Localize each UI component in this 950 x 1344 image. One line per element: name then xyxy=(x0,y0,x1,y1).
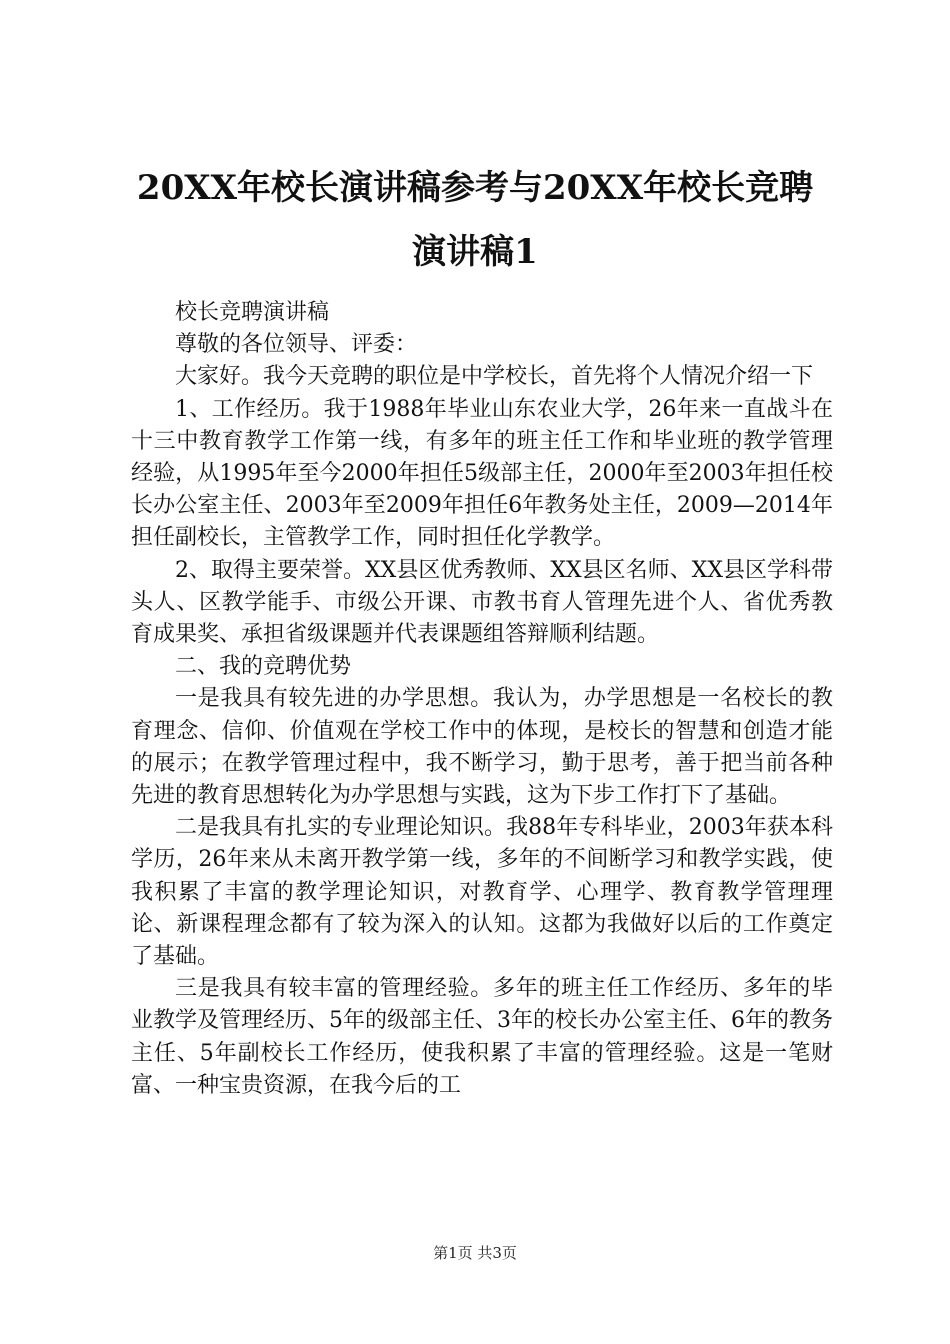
paragraph: 二、我的竞聘优势 xyxy=(175,654,352,680)
paragraph: 2、取得主要荣誉。XX县区优秀教师、XX县区名师、XX县区学科带头人、区教学能手、市级公开课、市教书育人管理先进个人、省优秀教育成果奖、承担省级课题并代表课题组答辩顺利结题。 xyxy=(131,557,833,648)
paragraph: 一是我具有较先进的办学思想。我认为，办学思想是一名校长的教育理念、信仰、价值观在学校工作中的体现，是校长的智慧和创造才能的展示；在教学管理过程中，我不断学习，勤于思考，善于把当前各种先进的教育思想转化为办学思想与实践，这为下步工作打下了基础。 xyxy=(131,686,833,809)
paragraph: 校长竞聘演讲稿 xyxy=(175,300,330,325)
paragraph: 三是我具有较丰富的管理经验。多年的班主任工作经历、多年的毕业教学及管理经历、5年的级部主任、3年的校长办公室主任、6年的教务主任、5年副校长工作经历，使我积累了丰富的管理经验。这是一笔财富、一种宝贵资源，在我今后的工 xyxy=(131,976,833,1098)
paragraph: 尊敬的各位领导、评委： xyxy=(175,332,418,358)
paragraph: 1、工作经历。我于1988年毕业山东农业大学，26年来一直战斗在十三中教育教学工作第一线，有多年的班主任工作和毕业班的教学管理经验，从1995年至今2000年担任5级部主任，2000年至2003年担任校长办公室主任、2003年至2009年担任6年教务处主任，2009—2014年担任副校长，主管教学工作，同时担任化学教学。 xyxy=(131,396,833,551)
page-number-footer: 第1页 共3页 xyxy=(433,1244,517,1262)
document-title: 20XX年校长演讲稿参考与20XX年校长竞聘演讲稿1 xyxy=(136,168,814,272)
document-body xyxy=(131,297,833,1102)
paragraph: 二是我具有扎实的专业理论知识。我88年专科毕业，2003年获本科学历，26年来从未离开教学第一线，多年的不间断学习和教学实践，使我积累了丰富的教学理论知识，对教育学、心理学、教育教学管理理论、新课程理念都有了较为深入的认知。这都为我做好以后的工作奠定了基础。 xyxy=(131,815,833,970)
paragraph: 大家好。我今天竞聘的职位是中学校长，首先将个人情况介绍一下 xyxy=(175,364,814,390)
